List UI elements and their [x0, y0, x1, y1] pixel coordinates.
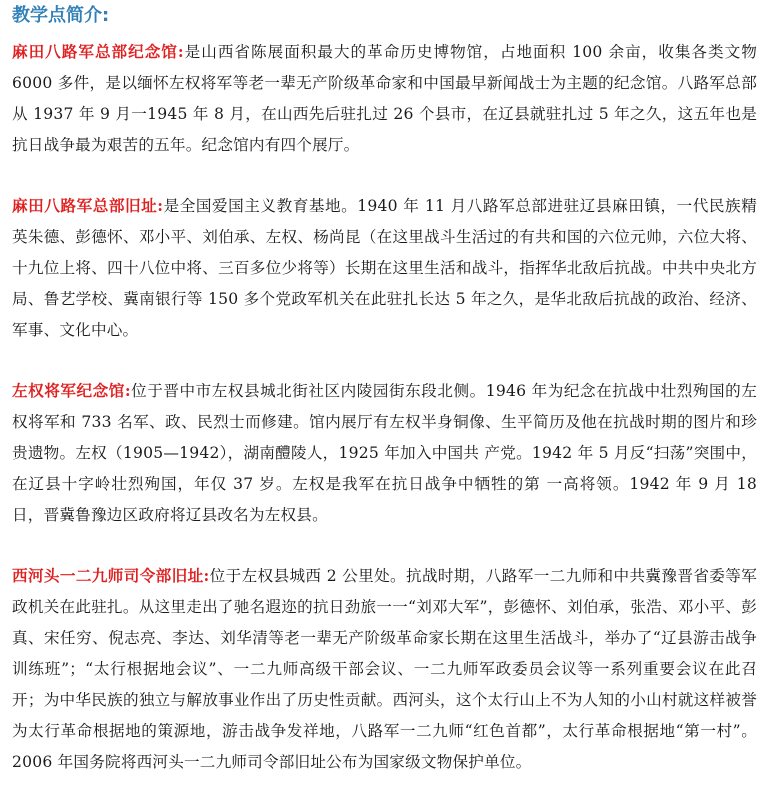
section-xihetou-hq-site — [12, 560, 757, 778]
section-paragraph — [12, 190, 757, 346]
page-heading: 教学点简介: — [12, 5, 110, 26]
section-text: 是山西省陈展面积最大的革命历史博物馆，占地面积 100 余亩，收集各类文物 6000 多件，是以缅怀左权将军等老一辈无产阶级革命家和中国最早新闻战士为主题的纪念馆。八路军总部从 1937 年 9 月一1945 年 8 月，在山西先后驻扎过 26 个县市，在辽县就驻扎过 5 年之久，这五年也是抗日战争最为艰苦的五年。纪念馆内有四个展厅。 — [12, 43, 757, 154]
section-label: 麻田八路军总部纪念馆: — [12, 42, 184, 61]
section-matian-memorial — [12, 36, 757, 161]
section-text: 是全国爱国主义教育基地。1940 年 11 月八路军总部进驻辽县麻田镇，一代民族精英朱德、彭德怀、邓小平、刘伯承、左权、杨尚昆（在这里战斗生活过的有共和国的六位元帅，六位大将、十九位上将、四十八位中将、三百多位少将等）长期在这里生活和战斗，指挥华北敌后抗战。中共中央北方局、鲁艺学校、冀南银行等 150 多个党政军机关在此驻扎长达 5 年之久，是华北敌后抗战的政治、经济、军事、文化中心。 — [12, 197, 757, 339]
section-text: 位于左权县城西 2 公里处。抗战时期，八路军一二九师和中共冀豫晋省委等军政机关在此驻扎。从这里走出了驰名遐迩的抗日劲旅一一“刘邓大军”，彭德怀、刘伯承，张浩、邓小平、彭真、宋任穷、倪志亮、李达、刘华清等老一辈无产阶级革命家长期在这里生活战斗，举办了“辽县游击战争训练班”；“太行根据地会议”、一二九师高级干部会议、一二九师军政委员会议等一系列重要会议在此召开；为中华民族的独立与解放事业作出了历史性贡献。西河头，这个太行山上不为人知的小山村就这样被誉为太行革命根据地的策源地，游击战争发祥地，八路军一二九师“红色首都”，太行革命根据地“第一村”。2006 年国务院将西河头一二九师司令部旧址公布为国家级文物保护单位。 — [12, 567, 757, 771]
section-text: 位于晋中市左权县城北街社区内陵园街东段北侧。1946 年为纪念在抗战中壮烈殉国的左权将军和 733 名军、政、民烈士而修建。馆内展厅有左权半身铜像、生平简历及他在抗战时期的图片和珍贵遗物。左权（1905—1942），湖南醴陵人，1925 年加入中国共 产党。1942 年 5 月反“扫荡”突围中，在辽县十字岭壮烈殉国，年仅 37 岁。左权是我军在抗日战争中牺牲的第 一高将领。1942 年 9 月 18 日，晋冀鲁豫边区政府将辽县改名为左权县。 — [12, 382, 758, 524]
section-label: 西河头一二九师司令部旧址: — [12, 566, 210, 585]
section-paragraph — [12, 560, 757, 778]
section-label: 左权将军纪念馆: — [12, 381, 131, 400]
section-paragraph — [12, 36, 757, 161]
section-paragraph — [12, 375, 757, 531]
section-zuoquan-memorial — [12, 375, 757, 531]
section-matian-hq-site — [12, 190, 757, 346]
section-label: 麻田八路军总部旧址: — [12, 196, 164, 215]
